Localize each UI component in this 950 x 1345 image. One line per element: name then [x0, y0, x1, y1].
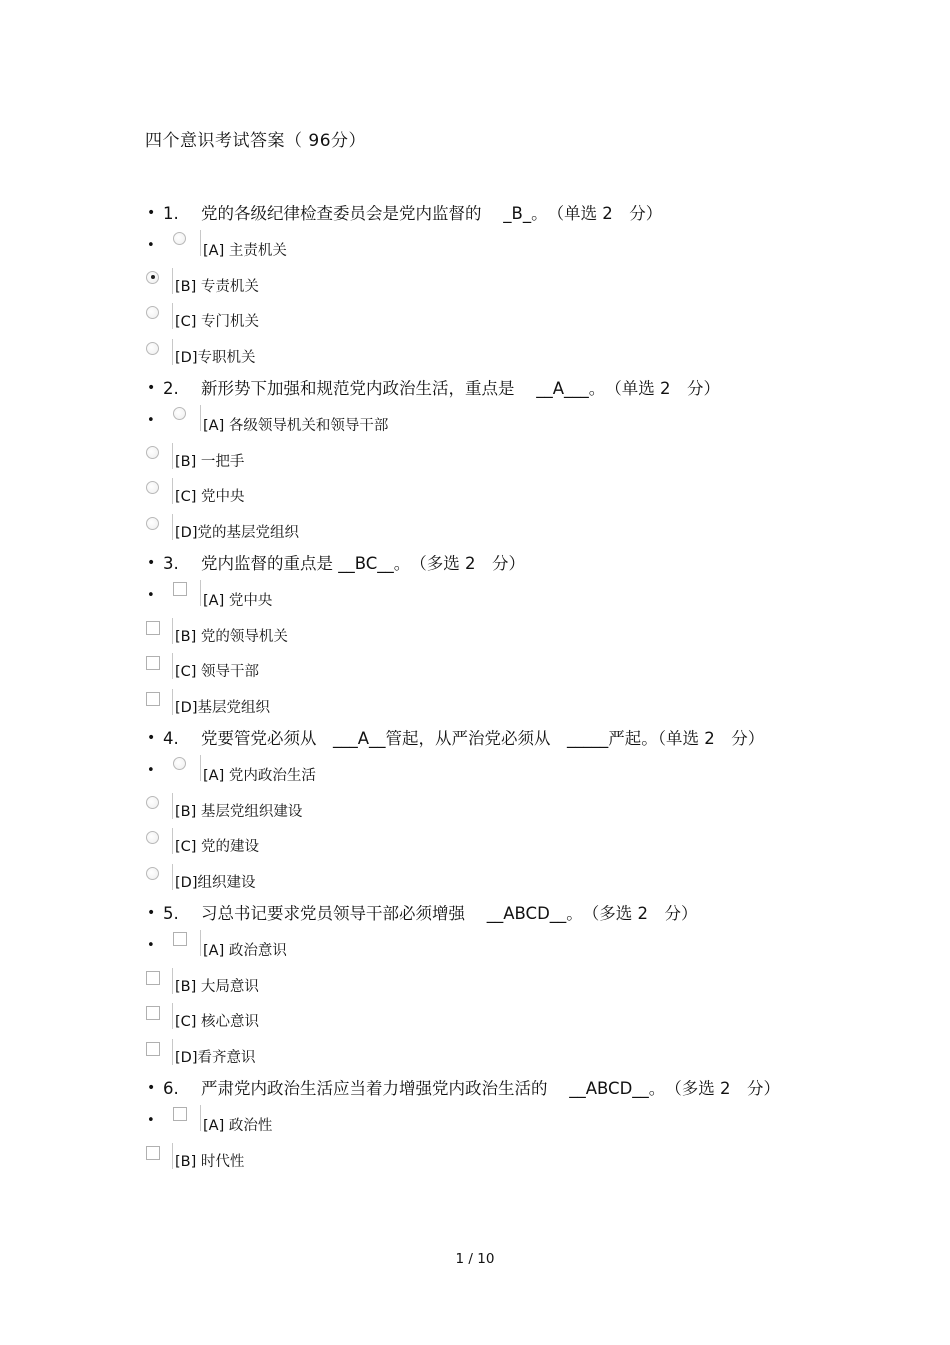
answer-option[interactable]	[145, 826, 825, 862]
option-label: [A] 主责机关	[203, 243, 287, 259]
answer-option[interactable]	[145, 512, 825, 548]
answer-option[interactable]	[145, 1105, 825, 1141]
bullet-icon: •	[147, 938, 155, 953]
question-text	[145, 722, 825, 755]
option-label: [D]组织建设	[175, 874, 256, 891]
option-label: [C] 专门机关	[175, 314, 260, 330]
question-text	[145, 197, 825, 230]
bullet-icon: •	[147, 238, 155, 253]
divider	[200, 405, 201, 431]
bullet-icon: •	[147, 1080, 156, 1096]
page-title: 四个意识考试答案（ 96分）	[145, 131, 367, 151]
divider	[200, 230, 201, 256]
divider	[172, 1003, 173, 1029]
divider	[200, 930, 201, 956]
question-body: 党的各级纪律检查委员会是党内监督的 _B_。 （单选 2 分）	[201, 204, 663, 223]
radio-icon[interactable]	[146, 481, 159, 494]
option-label: [C] 领导干部	[175, 664, 260, 680]
answer-option[interactable]	[145, 1037, 825, 1073]
divider	[172, 478, 173, 504]
option-label: [B] 基层党组织建设	[175, 803, 303, 820]
bullet-icon: •	[147, 730, 156, 746]
bullet-icon: •	[147, 905, 156, 921]
divider	[172, 864, 173, 890]
question-item	[145, 372, 825, 547]
question-body: 党内监督的重点是 __BC__。 （多选 2 分）	[201, 554, 526, 573]
divider	[172, 443, 173, 469]
answer-option[interactable]	[145, 301, 825, 337]
divider	[200, 580, 201, 606]
answer-option[interactable]	[145, 755, 825, 791]
question-item	[145, 897, 825, 1072]
answer-option[interactable]	[145, 862, 825, 898]
answer-option[interactable]	[145, 230, 825, 266]
option-label: [D]专职机关	[175, 349, 256, 366]
option-label: [B] 大局意识	[175, 978, 259, 995]
bullet-icon: •	[147, 588, 155, 603]
divider	[172, 1143, 173, 1169]
divider	[172, 653, 173, 679]
divider	[172, 618, 173, 644]
bullet-icon: •	[147, 413, 155, 428]
option-label: [C] 党中央	[175, 489, 245, 505]
checkbox-icon[interactable]	[173, 1107, 187, 1121]
bullet-icon: •	[147, 1113, 155, 1128]
option-label: [A] 政治性	[203, 1118, 273, 1134]
answer-option[interactable]	[145, 441, 825, 477]
answer-option[interactable]	[145, 651, 825, 687]
question-number: 3.	[163, 554, 179, 573]
divider	[172, 268, 173, 294]
question-number: 6.	[163, 1079, 179, 1098]
question-text	[145, 547, 825, 580]
option-label: [B] 党的领导机关	[175, 628, 288, 645]
checkbox-icon[interactable]	[173, 932, 187, 946]
option-label: [D]党的基层党组织	[175, 524, 299, 541]
divider	[172, 968, 173, 994]
question-number: 1.	[163, 204, 179, 223]
answer-option[interactable]	[145, 966, 825, 1002]
answer-option[interactable]	[145, 476, 825, 512]
answer-option[interactable]	[145, 616, 825, 652]
option-label: [B] 时代性	[175, 1153, 245, 1170]
checkbox-icon[interactable]	[146, 692, 160, 706]
question-item	[145, 197, 825, 372]
radio-icon[interactable]	[173, 232, 186, 245]
bullet-icon: •	[147, 380, 156, 396]
bullet-icon: •	[147, 205, 156, 221]
divider	[172, 828, 173, 854]
divider	[172, 793, 173, 819]
option-label: [A] 党中央	[203, 593, 273, 609]
checkbox-icon[interactable]	[146, 1146, 160, 1160]
divider	[172, 514, 173, 540]
radio-icon[interactable]	[173, 407, 186, 420]
question-text	[145, 1072, 825, 1105]
checkbox-icon[interactable]	[146, 1006, 160, 1020]
question-list	[145, 197, 825, 1176]
radio-icon[interactable]	[146, 831, 159, 844]
bullet-icon: •	[147, 763, 155, 778]
divider	[172, 303, 173, 329]
option-label: [A] 党内政治生活	[203, 768, 316, 784]
answer-option[interactable]	[145, 405, 825, 441]
answer-option[interactable]	[145, 791, 825, 827]
checkbox-icon[interactable]	[146, 971, 160, 985]
divider	[172, 1039, 173, 1065]
answer-option[interactable]	[145, 1001, 825, 1037]
question-body: 党要管党必须从 ___A__管起，从严治党必须从 _____严起。（单选 2 分）	[201, 729, 765, 748]
option-label: [B] 专责机关	[175, 278, 259, 295]
divider	[172, 339, 173, 365]
question-body: 新形势下加强和规范党内政治生活，重点是 __A___。 （单选 2 分）	[201, 379, 721, 398]
question-body: 习总书记要求党员领导干部必须增强 __ABCD__。 （多选 2 分）	[201, 904, 698, 923]
answer-option[interactable]	[145, 930, 825, 966]
divider	[200, 1105, 201, 1131]
option-label: [C] 核心意识	[175, 1014, 260, 1030]
checkbox-icon[interactable]	[146, 621, 160, 635]
radio-icon[interactable]	[146, 446, 159, 459]
radio-selected-icon[interactable]	[146, 271, 159, 284]
bullet-icon: •	[147, 555, 156, 571]
question-number: 4.	[163, 729, 179, 748]
question-text	[145, 372, 825, 405]
question-item	[145, 547, 825, 722]
page-indicator: 1 / 10	[455, 1251, 495, 1267]
answer-option[interactable]	[145, 337, 825, 373]
checkbox-icon[interactable]	[146, 656, 160, 670]
divider	[172, 689, 173, 715]
option-label: [D]基层党组织	[175, 699, 270, 716]
radio-icon[interactable]	[173, 757, 186, 770]
question-body: 严肃党内政治生活应当着力增强党内政治生活的 __ABCD__。 （多选 2 分）	[201, 1079, 781, 1098]
question-item	[145, 722, 825, 897]
answer-option[interactable]	[145, 266, 825, 302]
option-label: [B] 一把手	[175, 453, 245, 470]
question-number: 2.	[163, 379, 179, 398]
radio-icon[interactable]	[146, 342, 159, 355]
question-item	[145, 1072, 825, 1176]
question-text	[145, 897, 825, 930]
question-number: 5.	[163, 904, 179, 923]
checkbox-icon[interactable]	[173, 582, 187, 596]
radio-icon[interactable]	[146, 517, 159, 530]
option-label: [C] 党的建设	[175, 839, 260, 855]
answer-option[interactable]	[145, 1141, 825, 1177]
radio-icon[interactable]	[146, 867, 159, 880]
radio-icon[interactable]	[146, 796, 159, 809]
divider	[200, 755, 201, 781]
answer-option[interactable]	[145, 580, 825, 616]
option-label: [D]看齐意识	[175, 1049, 256, 1066]
option-label: [A] 各级领导机关和领导干部	[203, 418, 389, 434]
radio-icon[interactable]	[146, 306, 159, 319]
option-label: [A] 政治意识	[203, 943, 287, 959]
checkbox-icon[interactable]	[146, 1042, 160, 1056]
answer-option[interactable]	[145, 687, 825, 723]
